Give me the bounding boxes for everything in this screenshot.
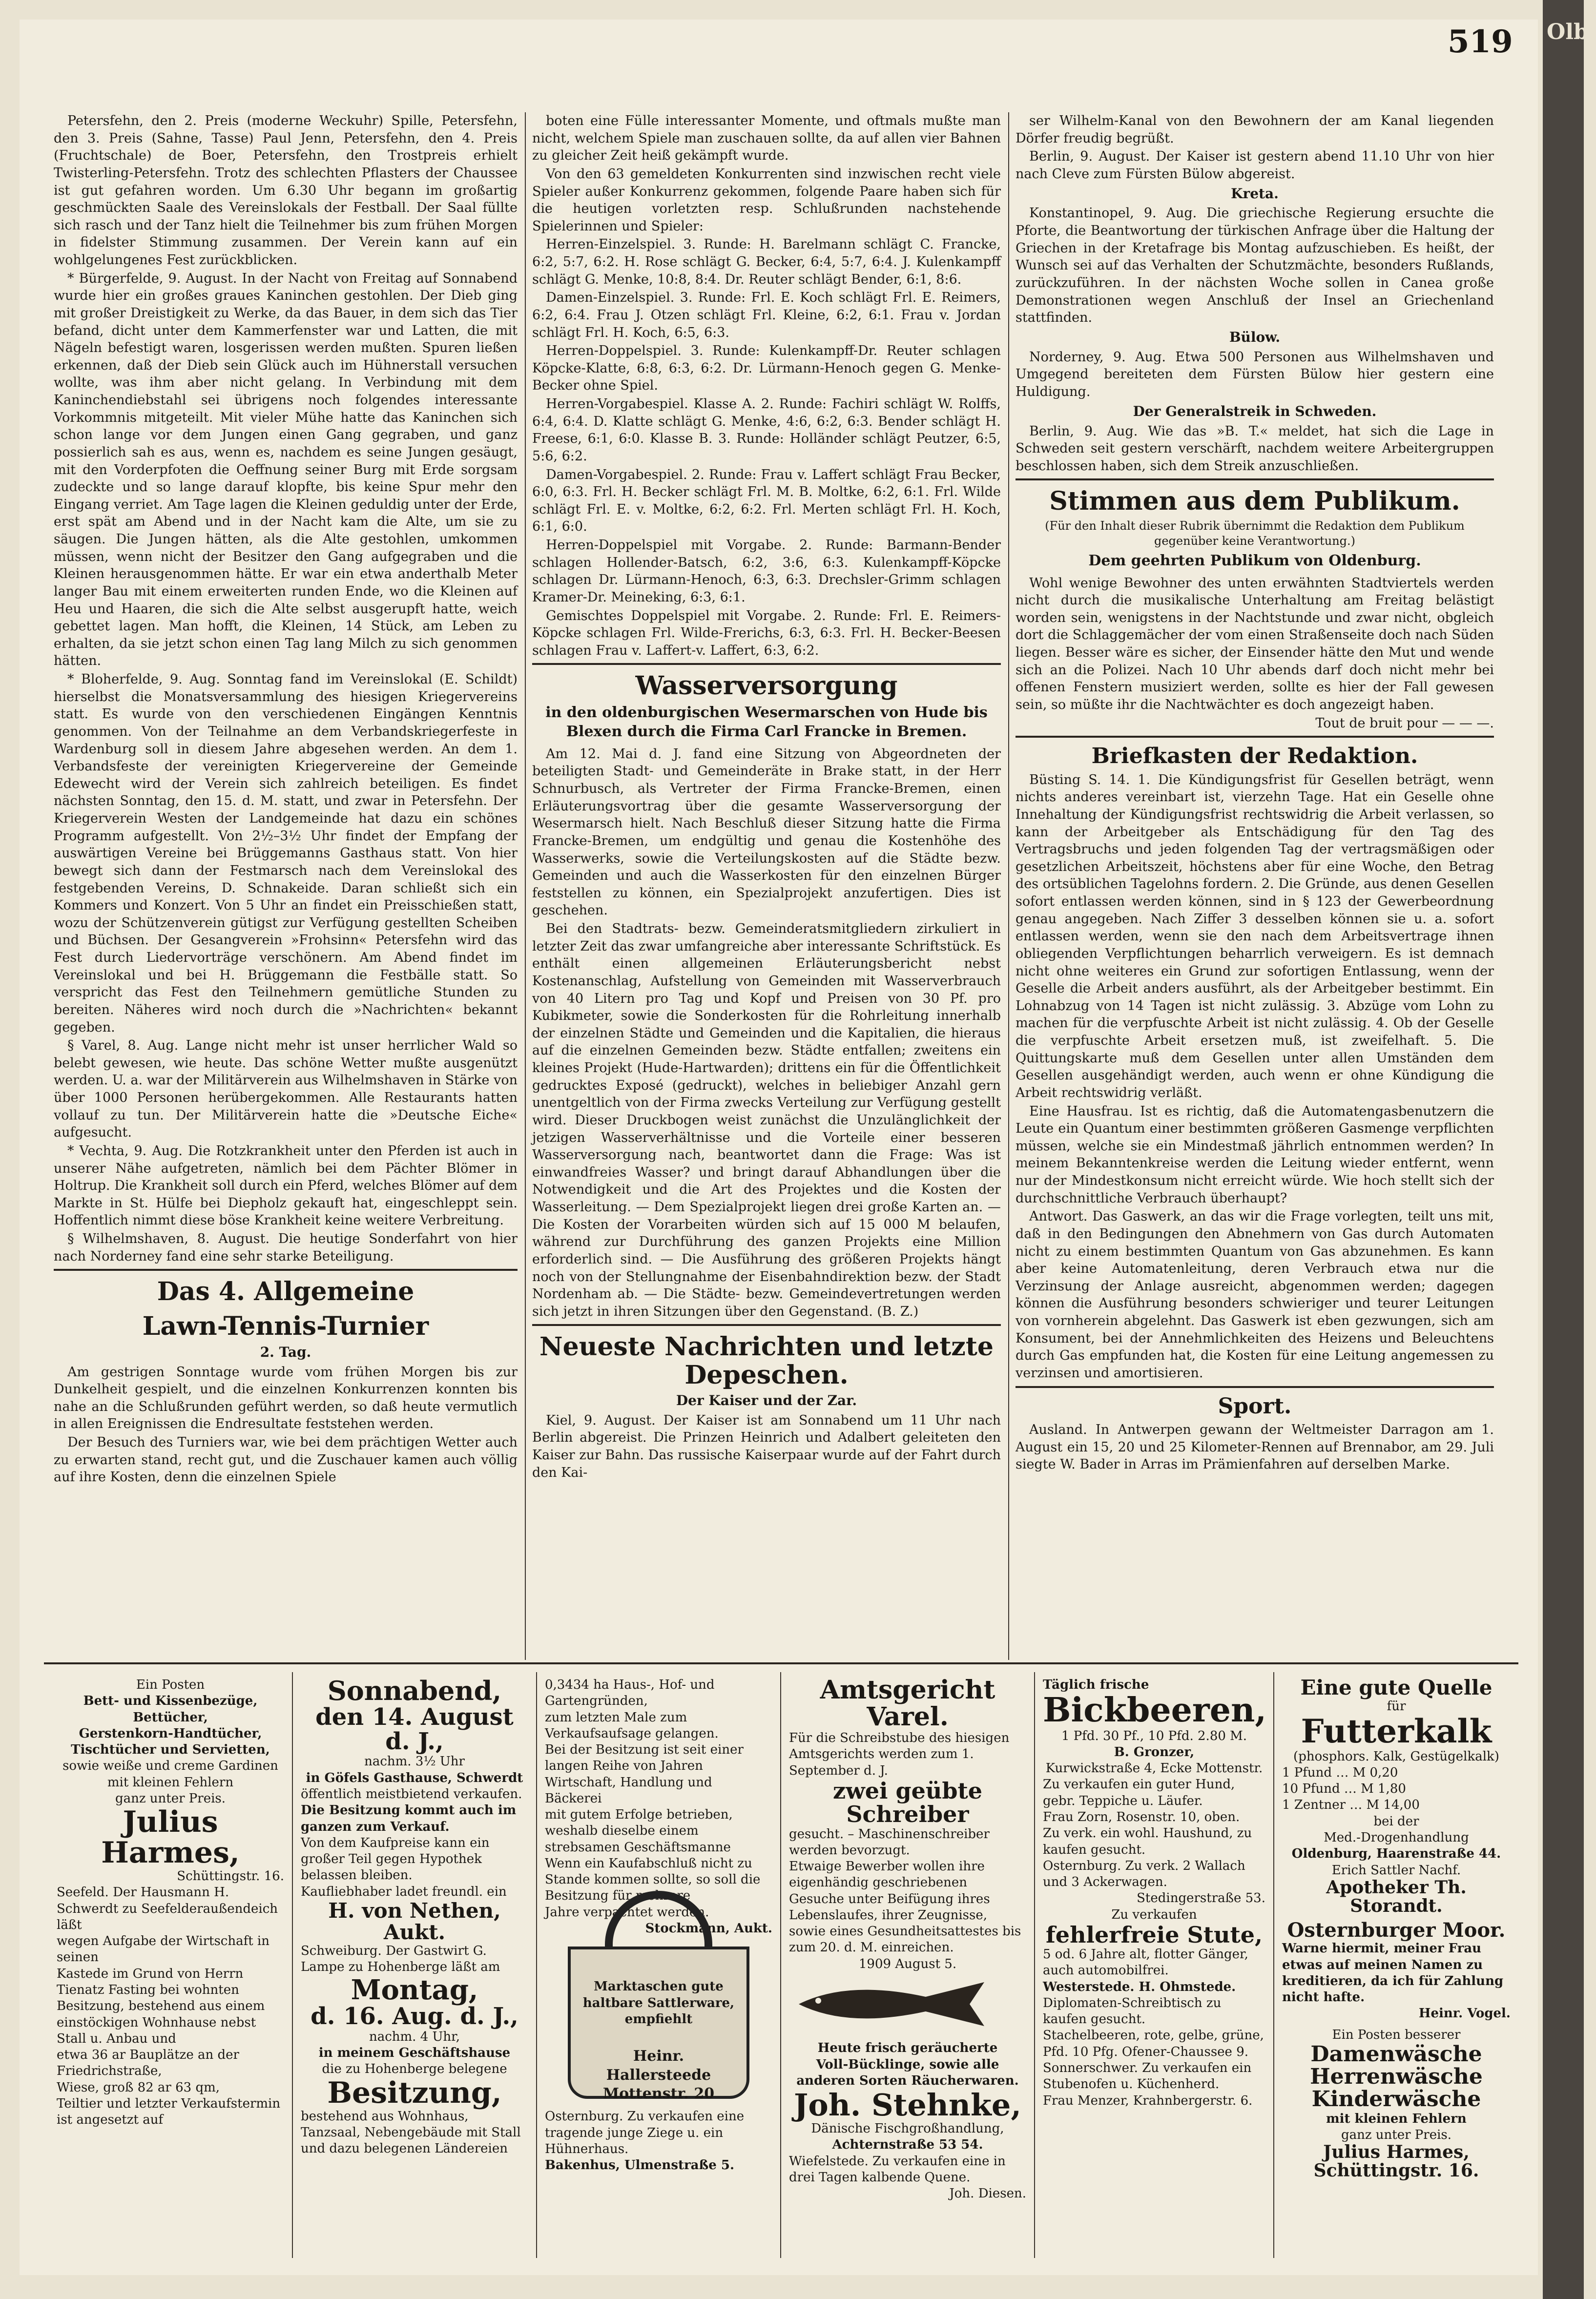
public-headline: Stimmen aus dem Publikum.: [1049, 486, 1460, 517]
ad-line: Sonnerschwer. Zu verkaufen ein Stubenofen u. Küchenherd.: [1043, 2061, 1252, 2092]
ad-headline: zwei geübte Schreiber: [832, 1777, 983, 1828]
ad-line: Voll-Bücklinge, sowie alle anderen Sorten Räucherwaren.: [796, 2057, 1019, 2088]
ad-line: Teiltier und letzter Verkaufstermin: [57, 2096, 281, 2111]
ad-brand: Julius Harmes, Schüttingstr. 16.: [1313, 2142, 1479, 2181]
ad-line: nachm. 4 Uhr,: [369, 2029, 460, 2044]
fish-icon: [789, 1977, 994, 2031]
ad-line: Kurwickstraße 4, Ecke Mottenstr.: [1045, 1761, 1263, 1776]
article-paragraph: § Varel, 8. Aug. Lange nicht mehr ist unser herrlicher Wald so belebt gewesen, wie heute. Das schöne Wetter mußte ausgenützt werden. U. a. war der Militärverein aus Wilhelmshaven in Stärke von über 1000 Personen herübergekommen. Alle Restaurants hatten vollauf zu tun. Der Militärverein hatte die »Deutsche Eiche« aufgesucht.: [54, 1038, 518, 1140]
article-paragraph: Damen-Einzelspiel. 3. Runde: Frl. E. Koch schlägt Frl. E. Reimers, 6:2, 6:4. Frau J. Otzen schlägt Frl. Kleine, 6:2, 6:1. Frau v. Jordan schlägt Frl. H. Koch, 6:5, 6:3.: [532, 290, 1001, 340]
article-paragraph: Der Besuch des Turniers war, wie bei dem prächtigen Wetter auch zu erwarten stand, recht gut, und die Zuschauer kamen auch völlig auf ihre Kosten, denn die einzelnen Spiele: [54, 1435, 518, 1485]
ad-line: 1 Pfd. 30 Pf., 10 Pfd. 2.80 M.: [1061, 1728, 1247, 1743]
ad-headline: Eine gute Quelle: [1300, 1676, 1492, 1699]
public-note: (Für den Inhalt dieser Rubrik übernimmt die Redaktion dem Publikum gegenüber keine Verantwortung.): [1045, 518, 1465, 548]
ad-line: sowie weiße und creme Gardinen mit kleinen Fehlern: [62, 1759, 278, 1790]
ad-line: wegen Aufgabe der Wirtschaft in seinen: [57, 1934, 269, 1965]
article-paragraph: Petersfehn, den 2. Preis (moderne Weckuhr) Spille, Petersfehn, den 3. Preis (Sahne, Tasse) Paul Jenn, Petersfehn, den 4. Preis (Fruchtschale) de Boer, Petersfehn, den Trostpreis erhielt Twisterling-Petersfehn. Trotz des schlechten Pflasters der Chaussee ist gut gefahren worden. Um 6.30 Uhr begann im großartig geschmückten Saale des Vereinslokals der Festball. Der Saal füllte sich rasch und der Tanz hielt die Teilnehmer bis zum frühen Morgen in fidelster Stimmung zusammen. Der Verein kann auf ein wohlgelungenes Fest zurückblicken.: [54, 113, 518, 268]
ad-line: zum letzten Male zum Verkaufsaufsage gelangen.: [545, 1710, 719, 1741]
water-headline: Wasserversorgung: [635, 671, 898, 701]
ad-line: gesucht. – Maschinenschreiber werden bevorzugt.: [789, 1826, 990, 1858]
article-paragraph: boten eine Fülle interessanter Momente, und oftmals mußte man nicht, welchem Spiele man zuschauen sollte, da auf allen vier Bahnen zu gleicher Zeit heiß gekämpft wurde.: [532, 113, 1001, 164]
ad-line: Tischtücher und Servietten,: [71, 1742, 270, 1758]
ad-line: Ein Posten: [136, 1678, 205, 1692]
letters-headline: Briefkasten der Redaktion.: [1091, 744, 1418, 769]
section-rule: [532, 1324, 1001, 1326]
ad-line: Stachelbeeren, rote, gelbe, grüne, Pfd. 10 Pfg. Ofener-Chaussee 9.: [1043, 2028, 1264, 2059]
article-signature: Tout de bruit pour — — —.: [1315, 715, 1494, 731]
ad-line: Gartengründen,: [545, 1694, 648, 1709]
ad-line: Bakenhus, Ulmenstraße 5.: [545, 2158, 735, 2173]
article-paragraph: Damen-Vorgabespiel. 2. Runde: Frau v. Laffert schlägt Frau Becker, 6:0, 6:3. Frl. H. Becker schlägt Frl. M. B. Moltke, 6:2, 6:1. Frl. Wilde schlägt Frl. E. v. Moltke, 6:2, 6:2. Frl. Merten schlägt Frl. H. Koch, 6:1, 6:0.: [532, 467, 1001, 535]
bag-address: Heinr. Hallersteede Mottenstr. 20: [602, 2048, 715, 2103]
ad-headline: Osternburger Moor.: [1287, 1919, 1506, 1942]
article-paragraph: ser Wilhelm-Kanal von den Bewohnern der am Kanal liegenden Dörfer freudig begrüßt.: [1016, 113, 1494, 146]
public-subhead: Dem geehrten Publikum von Oldenburg.: [1088, 552, 1421, 570]
advertisements: [49, 1672, 1518, 2258]
tennis-headline: Das 4. Allgemeine: [157, 1277, 415, 1307]
article-paragraph: Gemischtes Doppelspiel mit Vorgabe. 2. Runde: Frl. E. Reimers-Köpcke schlagen Frl. Wilde-Frerichs, 6:3, 6:3. Frl. H. Becker-Beesen schlagen Frau v. Laffert-v. Laffert, 6:3, 6:2.: [532, 608, 1001, 658]
tennis-subhead: 2. Tag.: [260, 1344, 311, 1360]
section-rule: [1016, 1386, 1494, 1388]
ad-line: Kastede im Grund von Herrn Tienatz Fasting bei wohnten: [57, 1966, 244, 1997]
article-paragraph: § Wilhelmshaven, 8. August. Die heutige Sonderfahrt von hier nach Norderney fand eine sehr starke Beteiligung.: [54, 1231, 518, 1264]
ads-divider: [44, 1662, 1518, 1664]
edge-label: Olb.: [1547, 20, 1596, 44]
bag-label: Marktaschen gute haltbare Sattlerware, empfiehlt: [582, 1979, 735, 2027]
ad-line: Ein Posten besserer: [1332, 2027, 1461, 2042]
price-line: 1 Pfund … M 0,20: [1282, 1765, 1398, 1780]
ad-line: ist angesetzt auf: [57, 2113, 164, 2128]
ad-line: 0,3434 ha Haus-, Hof- und: [545, 1678, 715, 1692]
article-paragraph: Konstantinopel, 9. Aug. Die griechische Regierung ersuchte die Pforte, die Beantwortung der türkischen Anfrage über die Haltung der Griechen in der Kretafrage bis Montag aufzuschieben. Es heißt, der Wunsch sei auf das Verhalten der Schutzmächte, besonders Rußlands, zurückzuführen. In der nächsten Woche sollen in Canea große Demonstrationen wegen Anschluß der Insel an Griechenland stattfinden.: [1016, 206, 1494, 326]
ad-line: Med.-Drogenhandlung: [1324, 1830, 1469, 1845]
ad-line: Westerstede. H. Ohmstede.: [1043, 1979, 1236, 1994]
ad-line: Besitzung, bestehend aus einem einstöckigen Wohnhause nebst Stall u. Anbau und: [57, 1999, 265, 2046]
ad-line: Warne hiermit, meiner Frau etwas auf meinen Namen zu kreditieren, da ich für Zahlung nicht hafte.: [1282, 1941, 1504, 2005]
ad-headline: Futterkalk: [1301, 1712, 1492, 1751]
section-rule: [1016, 736, 1494, 738]
ad-line: Diplomaten-Schreibtisch zu kaufen gesucht.: [1043, 1995, 1222, 2027]
ad-line: (phosphors. Kalk, Gestügelkalk): [1293, 1749, 1499, 1764]
ad-line: Schüttingstr. 16.: [177, 1869, 284, 1884]
ad-line: Wenn ein Kaufabschluß nicht zu Stande kommen sollte, so soll die Besitzung für mehrere: [545, 1856, 761, 1904]
ad-line: Von dem Kaufpreise kann ein großer Teil gegen Hypothek belassen bleiben.: [301, 1835, 490, 1883]
ad-headline: Sonnabend,: [327, 1675, 502, 1706]
ad-line: 1909 August 5.: [858, 1956, 957, 1971]
ad-brand: Joh. Stehnke,: [794, 2087, 1021, 2123]
section-rule: [54, 1269, 518, 1271]
ad-line: Bei der Besitzung ist seit einer langen Reihe von Jahren Wirtschaft, Handlung und Bäckerei: [545, 1742, 744, 1806]
ad-line: Die Besitzung kommt auch im ganzen zum Verkauf.: [301, 1803, 517, 1834]
ad-line: Achternstraße 53 54.: [832, 2137, 983, 2153]
ad-line: Erich Sattler Nachf.: [1331, 1863, 1461, 1878]
ad-headline: d. 16. Aug. d. J.,: [311, 2003, 518, 2030]
binding-edge: [1543, 0, 1584, 2299]
ad-line: Zu verk. ein wohl. Haushund, zu kaufen gesucht.: [1043, 1826, 1252, 1857]
ad-line: Zu verkaufen ein guter Hund, gebr. Teppiche u. Läufer.: [1043, 1777, 1235, 1808]
ad-line: Wiefelstede. Zu verkaufen eine in drei Tagen kalbende Quene.: [789, 2154, 1006, 2185]
ad-line: öffentlich meistbietend verkaufen.: [301, 1787, 522, 1802]
ad-line: Bett- und Kissenbezüge, Bettücher,: [83, 1694, 258, 1725]
article-paragraph: * Bürgerfelde, 9. August. In der Nacht von Freitag auf Sonnabend wurde hier ein großes graues Kaninchen gestohlen. Der Dieb ging mit großer Dreistigkeit zu Werke, da das Bauer, in dem sich das Tier befand, dicht unter dem Kammerfenster war und Latten, die mit Nägeln befestigt waren, losgerissen werden mußten. Spuren ließen erkennen, daß der Dieb sein Glück auch im Hühnerstall versuchen wollte, was ihm aber nicht gelang. In Verbindung mit dem Kaninchendiebstahl sei übrigens noch folgendes interessante Vorkommnis mitgeteilt. Mit vieler Mühe hatte das Kaninchen sich schon lange vor dem Jungen einen Gang gegraben, und ganz possierlich sah es aus, wenn es, nachdem es seine Jungen gesäugt, mit den Vorderpfoten die Oeffnung seiner Burg mit Erde sorgsam zudeckte und so lange darauf klopfte, bis keine Spur mehr den Eingang verriet. Am Tage lagen die Kleinen geduldig unter der Erde, erst spät am Abend und in der Nacht kam die Alte, um sie zu säugen. Die Jungen hätten, als die Alte gestohlen, umkommen müssen, wenn nicht der Besitzer den Gang aufgegraben und die Kleinen herausgenommen hätte. Er war ein etwa anderthalb Meter langer Bau mit einem erweiterten runden Ende, wo die Kleinen auf Heu und Haaren, die sich die Alte selbst ausgerupft hatte, weich gebettet lagen. Man hofft, die Kleinen, 14 Stück, am Leben zu erhalten, da sie jetzt schon einen Tag lang Milch zu sich genommen hätten.: [54, 270, 518, 669]
ad-line: Seefeld. Der Hausmann H. Schwerdt zu Seefelderaußendeich läßt: [57, 1885, 278, 1932]
section-subhead: Bülow.: [1229, 329, 1281, 345]
column-2: [532, 112, 1001, 1557]
article-paragraph: Antwort. Das Gaswerk, an das wir die Frage vorlegten, teilt uns mit, daß in den Bedingungen den Abnehmern von Gas durch Automaten nicht zu einem bestimmten Quantum von Gas abzunehmen. Es kann aber keine Automatenleitung, deren Verbrauch etwa nur die Verzinsung der Anlage ausreicht, abgenommen werden; dagegen können die Ausführung besonders schwieriger und teurer Leitungen von vornherein abgelehnt. Das Gaswerk ist eben gezwungen, sich am Konsument, bei der Annehmlichkeiten des Heizens und Beleuchtens durch Gas empfunden hat, die Kosten für eine Leitung angemessen zu verzinsen und amortisieren.: [1016, 1209, 1494, 1381]
ad-line: Heute frisch geräucherte: [817, 2041, 998, 2056]
section-rule: [1016, 478, 1494, 480]
sport-headline: Sport.: [1218, 1393, 1292, 1419]
bag-illustration: [568, 1947, 749, 2103]
ad-line: Heinr. Vogel.: [1418, 2006, 1511, 2021]
ad-line: bei der: [1373, 1814, 1419, 1829]
section-subhead: Kreta.: [1231, 185, 1279, 202]
article-paragraph: Kiel, 9. August. Der Kaiser ist am Sonnabend um 11 Uhr nach Berlin abgereist. Die Prinzen Heinrich und Adalbert geleiteten den Kaiser zur Bahn. Das russische Kaiserpaar wurde auf der Fahrt durch den Kai-: [532, 1412, 1001, 1480]
ad-headline: Damenwäsche: [1310, 2041, 1482, 2067]
ad-headline: Besitzung,: [327, 2075, 502, 2110]
ad-line: Oldenburg, Haarenstraße 44.: [1291, 1846, 1501, 1862]
ad-line: in meinem Geschäftshause: [318, 2046, 511, 2061]
ad-brand: Apotheker Th. Storandt.: [1326, 1877, 1467, 1916]
ad-line: Gerstenkorn-Handtücher,: [79, 1726, 262, 1741]
ad-line: etwa 36 ar Bauplätze an der Friedrichstraße,: [57, 2048, 239, 2079]
news-headline: Neueste Nachrichten und letzte Depeschen.: [539, 1332, 994, 1390]
article-paragraph: Berlin, 9. August. Der Kaiser ist gestern abend 11.10 Uhr von hier nach Cleve zum Fürsten Bülow abgereist.: [1016, 149, 1494, 182]
article-paragraph: Büsting S. 14. 1. Die Kündigungsfrist für Gesellen beträgt, wenn nichts anderes vereinbart ist, vierzehn Tage. Hat ein Geselle ohne Innehaltung der Kündigungsfrist rechtswidrig die Arbeit verlassen, so kann der Arbeitgeber als Entschädigung für den Tag des Vertragsbruchs und jeden folgenden Tag der vertragsmäßigen oder gesetzlichen Arbeitszeit, höchstens aber für eine Woche, den Betrag des ortsüblichen Tagelohns fordern. 2. Die Gründe, aus denen Gesellen sofort entlassen werden können, sind in § 123 der Gewerbeordnung genau angegeben. Nach Ziffer 3 desselben können sie u. a. sofort entlassen werden, wenn sie den nach dem Arbeitsvertrage ihnen obliegenden Verpflichtungen beharrlich verweigern. Es ist demnach nicht ohne weiteres ein Grund zur sofortigen Entlassung, wenn der Geselle die Arbeit anders ausführt, als der Arbeitgeber bestimmt. Ein Lohnabzug von 14 Tagen ist nicht zulässig. 3. Abzüge vom Lohn zu machen für die verpfuschte Arbeit ist nicht zulässig. 4. Ob der Geselle die verpfuschte Arbeit ersetzen muß, ist zweifelhaft. 5. Die Quittungskarte muß dem Gesellen unter allen Umständen dem Gesellen ausgehändigt werden, auch wenn er ohne Kündigung die Arbeit rechtswidrig verläßt.: [1016, 772, 1494, 1100]
ad-headline: den 14. August d. J.,: [315, 1703, 514, 1756]
ad-bickbeeren: [1035, 1672, 1274, 2258]
article-paragraph: Bei den Stadtrats- bezw. Gemeinderatsmitgliedern zirkuliert in letzter Zeit das zwar umfangreiche aber interessante Schriftstück. Es enthält einen allgemeinen Erläuterungsbericht nebst Kostenanschlag, Aufstellung von Gemeinden mit Wasserverbrauch von 40 Litern pro Tag und Kopf und Preisen von 30 Pf. pro Kubikmeter, sowie die Sonderkosten für die Rohrleitung innerhalb der einzelnen Städte und Gemeinden und die Kapitalien, die hieraus auf die einzelnen Gemeinden bezw. Städte entfallen; zweitens ein kleines Projekt (Hude-Hartwarden); drittens ein für die Öffentlichkeit gedrucktes Exposé (gedruckt), welches in beliebiger Anzahl gern unentgeltlich von der Firma zwecks Verteilung zur Verfügung gestellt wird. Dieser Druckbogen weist zunächst die Unzulänglichkeit der jetzigen Wasserverhältnisse und die Vorteile einer besseren Wasserversorgung nach, beantwortet dann die Frage: Was ist einwandfreies Wasser? und bringt darauf Abhandlungen über die Notwendigkeit und die Art des Projektes und die Kosten der Wasserleitung. — Dem Spezialprojekt liegen drei große Karten an. — Die Kosten der Vorarbeiten würden sich auf 15 000 M belaufen, während zur Durchführung des ganzen Projekts eine Million erforderlich sind. — Die Ausführung des größeren Projekts hängt noch von der Stellungnahme der Eisenbahndirektion bezw. der Stadt Nordenham ab. — Die Städte- bezw. Gemeindevertretungen werden sich jetzt in ihren Sitzungen über den Gegenstand. (B. Z.): [532, 921, 1001, 1319]
article-paragraph: Am gestrigen Sonntage wurde vom frühen Morgen bis zur Dunkelheit gespielt, und die einzelnen Konkurrenzen konnten bis nahe an die Schlußrunden geführt werden, so daß heute vermutlich in allen Ereignissen die Endresultate feststehen werden.: [54, 1364, 518, 1432]
ad-brand: Julius Harmes,: [101, 1805, 240, 1870]
ad-line: Stedingerstraße 53.: [1137, 1891, 1265, 1906]
column-3: [1016, 112, 1494, 1557]
ad-line: Stockmann, Aukt.: [645, 1921, 772, 1936]
ad-headline: fehlerfreie Stute,: [1046, 1921, 1263, 1948]
ad-line: mit kleinen Fehlern: [1326, 2111, 1467, 2126]
ad-line: Osternburg. Zu verk. 2 Wallach und 3 Ackerwagen.: [1043, 1858, 1245, 1890]
ad-line: Frau Zorn, Rosenstr. 10, oben.: [1043, 1809, 1240, 1824]
ad-auction-sonnabend: [293, 1672, 537, 2258]
article-paragraph: Wohl wenige Bewohner des unten erwähnten Stadtviertels werden nicht durch die musikalische Unterhaltung am Freitag belästigt worden sein, wenigstens in der Nachtstunde und zwar nicht, obgleich dort die Schlaggemächer der vom einen Straßenseite doch nach Süden liegen. Besser wäre es sicher, der Einsender hätte den Mut und wende sich an die Polizei. Nach 10 Uhr abends darf doch nicht mehr bei offenen Fenstern musiziert werden, sollte es hier der Fall gewesen sein, so müßte ihr die Nachtwächter es doch angezeigt haben.: [1016, 575, 1494, 712]
article-paragraph: Herren-Einzelspiel. 3. Runde: H. Barelmann schlägt C. Francke, 6:2, 5:7, 6:2. H. Rose schlägt G. Becker, 6:4, 5:7, 6:4. J. Kulenkampff schlägt G. Menke, 10:8, 8:4. Dr. Reuter schlägt Bender, 6:1, 8:6.: [532, 237, 1001, 287]
ad-line: B. Gronzer,: [1114, 1744, 1195, 1760]
ad-headline: Montag,: [351, 1973, 478, 2006]
ad-line: ganz unter Preis.: [115, 1791, 226, 1806]
ad-line: mit gutem Erfolge betrieben, weshalb dieselbe einem strebsamen Geschäftsmanne: [545, 1807, 733, 1855]
ad-line: Täglich frische: [1043, 1678, 1149, 1692]
section-rule: [532, 663, 1001, 665]
article-paragraph: * Bloherfelde, 9. Aug. Sonntag fand im Vereinslokal (E. Schildt) hierselbst die Monatsversammlung des hiesigen Kriegervereins statt. Es wurde von den verschiedenen Eingängen Kenntnis genommen. Von der Teilnahme an dem Verbandskriegerfeste in Wardenburg soll in diesem Jahre abgesehen werden. An dem 1. Verbandsfeste der vereinigten Kriegervereine der Gemeinde Edewecht wird der Verein sich zahlreich beteiligen. Es findet nächsten Sonntag, den 15. d. M. statt, und zwar in Petersfehn. Der Kriegerverein Westen der Landgemeinde hat dazu ein schönes Programm aufgestellt. Von 2½–3½ Uhr findet der Empfang der auswärtigen Vereine bei Brüggemanns Gasthaus statt. Von hier bewegt sich dann der Festmarsch nach dem Vereinslokal des festgebenden Vereins, D. Schnakeide. Daran schließt sich ein Kommers und Konzert. Von 5 Uhr an findet ein Preisschießen statt, wozu der Schützenverein gütigst zur Verfügung gestellten Scheiben und Büchsen. Der Gesangverein »Frohsinn« Petersfehn wird das Fest durch Liedervorträge verschönern. Am Abend findet im Vereinslokal und bei H. Brüggemann die Festbälle statt. So verspricht das Fest den Teilnehmern gemütliche Stunden zu bereiten. Näheres wird noch durch die »Nachrichten« bekannt gegeben.: [54, 672, 518, 1035]
ad-line: Joh. Diesen.: [949, 2186, 1026, 2201]
water-subhead: in den oldenburgischen Wesermarschen von Hude bis Blexen durch die Firma Carl Francke in Bremen.: [545, 704, 988, 741]
ad-brand: H. von Nethen, Aukt.: [328, 1898, 501, 1944]
ad-headline: Bickbeeren,: [1043, 1691, 1267, 1730]
article-paragraph: * Vechta, 9. Aug. Die Rotzkrankheit unter den Pferden ist auch in unserer Nähe aufgetreten, nämlich bei dem Pächter Blömer in Holtrup. Die Krankheit soll durch ein Pferd, welches Blömer auf dem Markte in St. Hülfe bei Diepholz gekauft hat, eingeschleppt sein. Hoffentlich nimmt diese böse Krankheit keine weitere Verbreitung.: [54, 1143, 518, 1228]
column-rule: [525, 112, 526, 1660]
article-paragraph: Herren-Doppelspiel. 3. Runde: Kulenkampff-Dr. Reuter schlagen Köpcke-Klatte, 6:8, 6:3, 6:2. Dr. Lürmann-Henoch gegen G. Menke-Becker ohne Spiel.: [532, 343, 1001, 394]
price-line: 1 Zentner … M 14,00: [1282, 1798, 1420, 1813]
article-paragraph: Norderney, 9. Aug. Etwa 500 Personen aus Wilhelmshaven und Umgegend bereiteten dem Fürsten Bülow hier gestern eine Huldigung.: [1016, 349, 1494, 400]
article-paragraph: Eine Hausfrau. Ist es richtig, daß die Automatengasbenutzern die Leute ein Quantum einer bestimmten größeren Gasmenge verpflichten müssen, welche sie ein Mindestmaß jährlich entnommen werden? In meinem Bekanntenkreise werden die Leitung wieder entfernt, wenn nur der Mindestkonsum nicht erreicht würde. Wie hoch stellt sich der durchschnittliche Verbrauch überhaupt?: [1016, 1103, 1494, 1206]
ad-line: in Göfels Gasthause, Schwerdt: [306, 1770, 523, 1785]
page-number: 519: [1448, 23, 1513, 60]
ad-line: Frau Menzer, Krahnbergerstr. 6.: [1043, 2093, 1253, 2108]
article-paragraph: Ausland. In Antwerpen gewann der Weltmeister Darragon am 1. August ein 15, 20 und 25 Kilometer-Rennen auf Brennabor, am 29. Juli siegte W. Bader in Arras im Prämienfahren auf derselben Marke.: [1016, 1422, 1494, 1472]
ad-julius-harmes: [49, 1672, 293, 2258]
section-subhead: Der Generalstreik in Schweden.: [1133, 403, 1377, 419]
ad-futterkalk-waesche: [1274, 1672, 1518, 2258]
article-paragraph: Herren-Vorgabespiel. Klasse A. 2. Runde: Fachiri schlägt W. Rolffs, 6:4, 6:4. D. Klatte schlägt G. Menke, 4:6, 6:2, 6:3. Bender schlägt H. Freese, 6:1, 6:0. Klasse B. 3. Runde: Holländer schlägt Peutzer, 6:5, 5:6, 6:2.: [532, 396, 1001, 464]
ad-line: ganz unter Preis.: [1341, 2127, 1452, 2142]
ad-amtsgericht-stehnke: [781, 1672, 1035, 2258]
newspaper-page: [20, 20, 1538, 2275]
ad-line: Jahre verpachtet werden.: [545, 1905, 709, 1920]
ad-headline: Herrenwäsche: [1310, 2064, 1483, 2090]
column-1: [54, 112, 518, 1557]
ad-line: Wiese, groß 82 ar 63 qm,: [57, 2080, 220, 2095]
news-subhead: Der Kaiser und der Zar.: [676, 1392, 857, 1408]
ad-headline: Kinderwäsche: [1311, 2087, 1481, 2112]
tennis-headline-2: Lawn-Tennis-Turnier: [142, 1311, 429, 1342]
ad-line: Für die Schreibstube des hiesigen Amtsgerichts werden zum 1. September d. J.: [789, 1731, 1010, 1778]
ad-headline: Amtsgericht Varel.: [820, 1675, 995, 1732]
ad-line: Zu verkaufen: [1111, 1907, 1197, 1922]
ad-besitzung-sattler: [537, 1672, 781, 2258]
ad-line: Etwaige Bewerber wollen ihre eigenhändig geschriebenen Gesuche unter Beifügung ihres Lebenslaufes, ihrer Zeugnisse, sowie eines Gesundheitsattestes bis zum 20. d. M. einreichen.: [789, 1859, 1021, 1955]
ad-line: Kaufliebhaber ladet freundl. ein: [301, 1884, 507, 1899]
price-line: 10 Pfund … M 1,80: [1282, 1781, 1406, 1797]
ad-line: für: [1387, 1699, 1406, 1714]
article-paragraph: Herren-Doppelspiel mit Vorgabe. 2. Runde: Barmann-Bender schlagen Hollender-Batsch, 6:2, 3:6, 6:3. Kulenkampff-Köpcke schlagen Dr. Lürmann-Henoch, 6:3, 6:3. Drechsler-Grimm schlagen Kramer-Dr. Meineking, 6:3, 6:1.: [532, 538, 1001, 605]
ad-line: Schweiburg. Der Gastwirt G. Lampe zu Hohenberge läßt am: [301, 1944, 500, 1975]
ad-line: die zu Hohenberge belegene: [322, 2062, 507, 2077]
article-paragraph: Am 12. Mai d. J. fand eine Sitzung von Abgeordneten der beteiligten Stadt- und Gemeinderäte in Brake statt, in der Herr Schnurbusch, als Vertreter der Firma Francke-Bremen, einen Erläuterungsvortrag über die gesamte Wasserversorgung der Wesermarsch hielt. Nach Beschluß dieser Sitzung hatte die Firma Francke-Bremen, um endgültig und genau die Kostenhöhe des Wasserwerks, sowie die Verteilungskosten auf die Städte bezw. Gemeinden und auch die Wasserkosten für den einzelnen Bürger feststellen zu können, ein Spezialprojekt anzufertigen. Dies ist geschehen.: [532, 746, 1001, 918]
article-paragraph: Von den 63 gemeldeten Konkurrenten sind inzwischen recht viele Spieler außer Konkurrenz gekommen, folgende Paare haben sich für die heutigen vorletzten resp. Schlußrunden nachstehende Spielerinnen und Spieler:: [532, 166, 1001, 234]
ad-line: nachm. 3½ Uhr: [364, 1754, 465, 1769]
ad-line: 5 od. 6 Jahre alt, flotter Gänger, auch automobilfrei.: [1043, 1947, 1248, 1978]
article-paragraph: Berlin, 9. Aug. Wie das »B. T.« meldet, hat sich die Lage in Schweden seit gestern verschärft, nachdem weitere Arbeitergruppen beschlossen haben, sich dem Streik anzuschließen.: [1016, 423, 1494, 474]
column-rule: [1008, 112, 1009, 1660]
ad-line: Osternburg. Zu verkaufen eine tragende junge Ziege u. ein Hühnerhaus.: [545, 2109, 745, 2156]
ad-line: bestehend aus Wohnhaus, Tanzsaal, Nebengebäude mit Stall und dazu belegenen Ländereien: [301, 2109, 521, 2156]
ad-line: Dänische Fischgroßhandlung,: [811, 2121, 1004, 2136]
